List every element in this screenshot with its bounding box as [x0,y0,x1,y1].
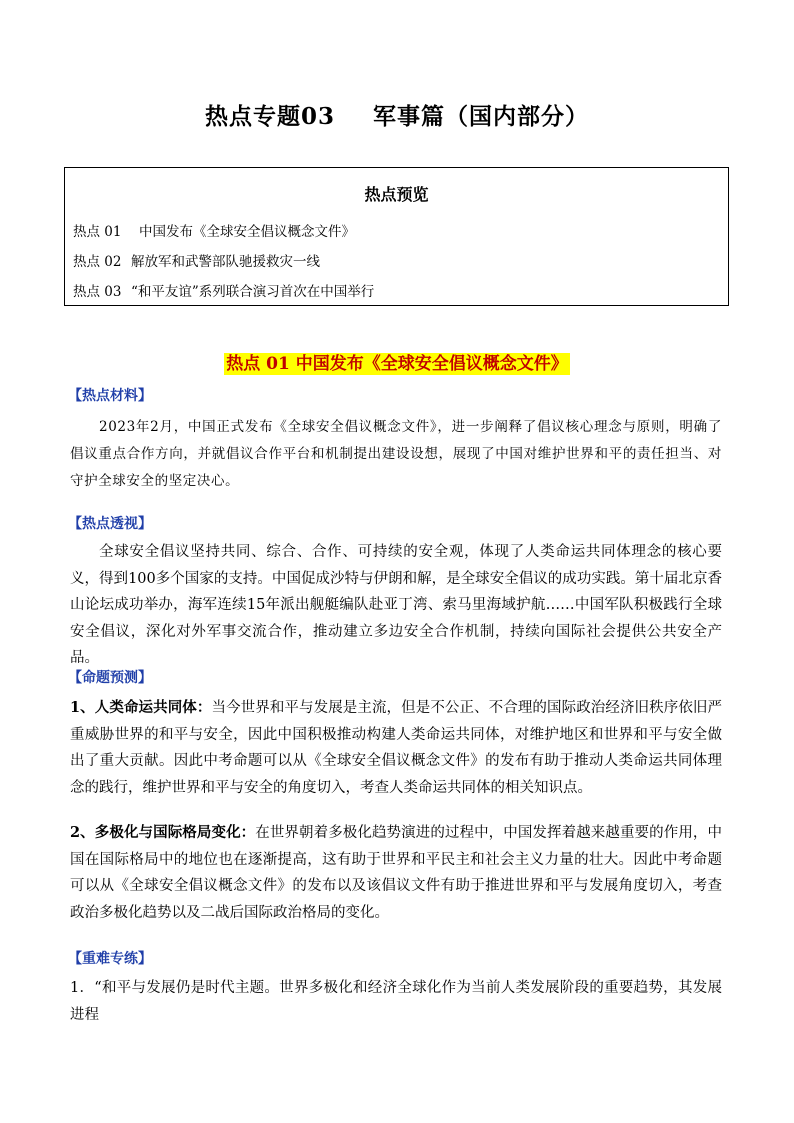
prediction-item-1-text: 当今世界和平与发展是主流，但是不公正、不合理的国际政治经济旧秩序依旧严重威胁世界的和平与安全，因此中国积极推动构建人类命运共同体，对维护地区和世界和平与安全做出了重大贡献。因此中考命题可以从《全球安全倡议概念文件》的发布有助于推动人类命运共同体理念的践行，维护世界和平与安全的角度切入，考查人类命运共同体的相关知识点。 [70,700,722,796]
preview-item-number: 热点 01 [73,224,122,240]
title-part-1: 热点专题03 [204,103,335,130]
prediction-label: 【命题预测】 [68,670,152,686]
document-title [0,98,794,131]
prediction-item-2-text: 在世界朝着多极化趋势演进的过程中，中国发挥着越来越重要的作用，中国在国际格局中的地位也在逐渐提高，这有助于世界和平民主和社会主义力量的壮大。因此中考命题可以从《全球安全倡议概念文件》的发布以及该倡议文件有助于推进世界和平与发展角度切入，考查政治多极化趋势以及二战后国际政治格局的变化。 [70,825,722,921]
preview-item-text: “和平友谊”系列联合演习首次在中国举行 [131,284,375,300]
title-part-2: 军事篇（国内部分） [373,103,589,130]
material-label: 【热点材料】 [68,388,152,404]
practice-label: 【重难专练】 [68,951,152,967]
practice-question-1: 1．“和平与发展仍是时代主题。世界多极化和经济全球化作为当前人类发展阶段的重要趋势，其发展进程 [70,980,722,1023]
preview-item-number: 热点 03 [73,284,122,300]
preview-item-text: 解放军和武警部队驰援救灾一线 [131,254,320,270]
preview-item-text: 中国发布《全球安全倡议概念文件》 [139,224,355,240]
material-paragraph: 2023年2月，中国正式发布《全球安全倡议概念文件》，进一步阐释了倡议核心理念与原则，明确了倡议重点合作方向，并就倡议合作平台和机制提出建设设想，展现了中国对维护世界和平的责任担当、对守护全球安全的坚定决心。 [70,419,722,489]
section-heading-text: 热点 01 中国发布《全球安全倡议概念文件》 [226,354,568,374]
section-heading [0,349,794,374]
preview-item [73,280,374,300]
preview-item [73,250,320,270]
perspective-label: 【热点透视】 [68,516,152,532]
prediction-item-2 [70,820,722,926]
prediction-item-2-title: 2、多极化与国际格局变化： [70,824,256,841]
preview-title: 热点预览 [364,185,429,204]
prediction-item-1-title: 1、人类命运共同体： [70,699,212,716]
preview-item [73,220,355,240]
perspective-paragraph: 全球安全倡议坚持共同、综合、合作、可持续的安全观，体现了人类命运共同体理念的核心要义，得到100多个国家的支持。中国促成沙特与伊朗和解，是全球安全倡议的成功实践。第十届北京香山论坛成功举办，海军连续15年派出舰艇编队赴亚丁湾、索马里海域护航……中国军队积极践行全球安全倡议，深化对外军事交流合作，推动建立多边安全合作机制，持续向国际社会提供公共安全产品。 [70,544,722,666]
preview-item-number: 热点 02 [73,254,122,270]
prediction-item-1 [70,695,722,801]
hot-preview-box [64,167,729,306]
